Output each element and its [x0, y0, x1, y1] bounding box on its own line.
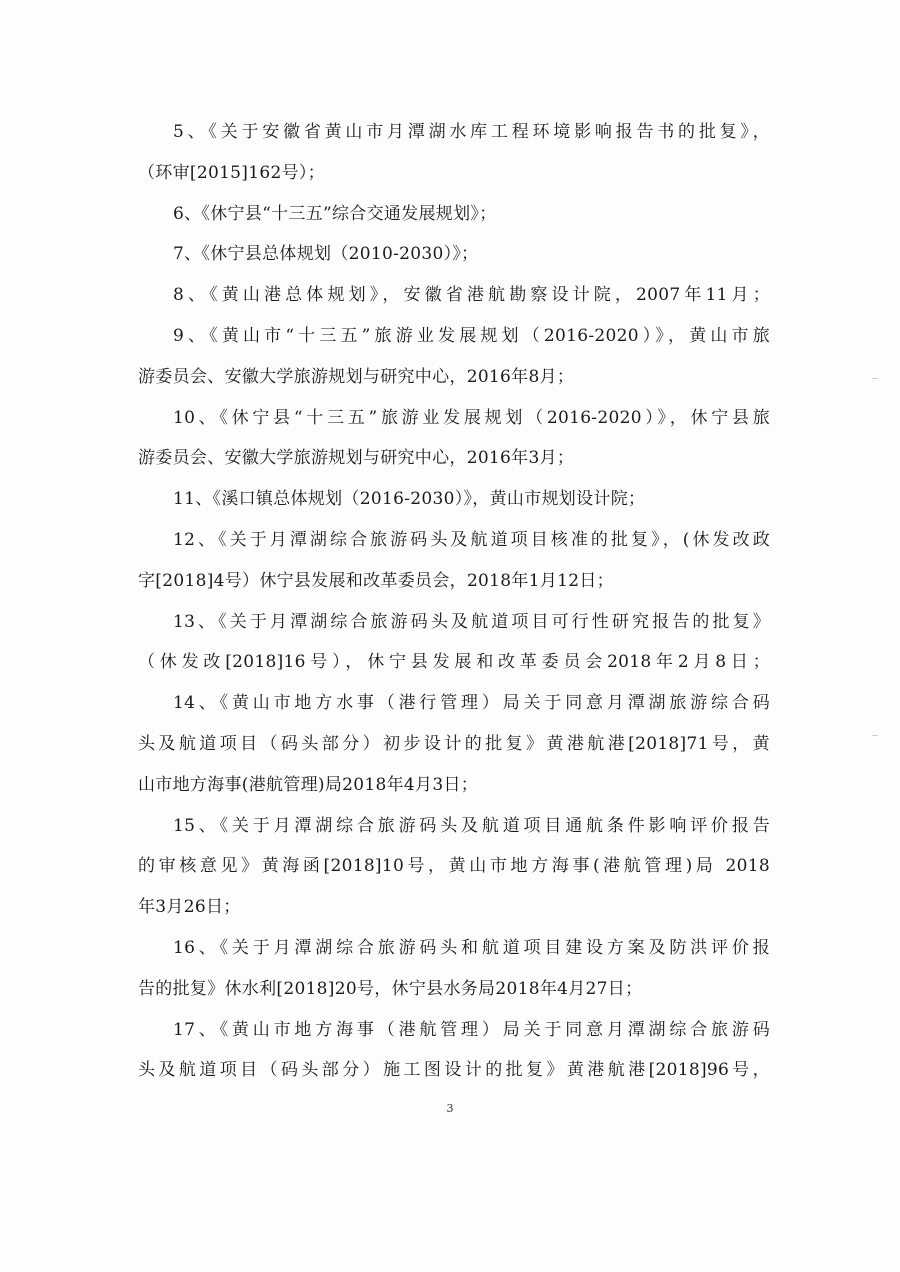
ref-14-line-3: 山市地方海事(港航管理)局2018年4月3日； — [138, 774, 479, 795]
ref-5-line-1: 5、《关于安徽省黄山市月潭湖水库工程环境影响报告书的批复》， — [173, 122, 770, 142]
ref-6-line-1: 6、《休宁县“十三五”综合交通发展规划》； — [173, 203, 497, 224]
ref-17-line-1: 17、《黄山市地方海事（港航管理）局关于同意月潭湖综合旅游码 — [173, 1019, 770, 1040]
ref-11-line-1: 11、《溪口镇总体规划（2016-2030）》，黄山市规划设计院； — [173, 489, 646, 510]
ref-13-line-1: 13、《关于月潭湖综合旅游码头及航道项目可行性研究报告的批复》 — [173, 611, 770, 632]
ref-5-line-2: （环审[2015]162号）； — [138, 162, 325, 183]
ref-10-line-1: 10、《休宁县“十三五”旅游业发展规划（2016-2020）》，休宁县旅 — [173, 407, 770, 428]
reference-list — [138, 112, 770, 1091]
ref-14-line-1: 14、《黄山市地方水事（港行管理）局关于同意月潭湖旅游综合码 — [173, 693, 770, 714]
ref-12-line-1: 12、《关于月潭湖综合旅游码头及航道项目核准的批复》，(休发改政 — [173, 529, 770, 550]
page-number: 3 — [446, 1102, 454, 1115]
ref-8-line-1: 8、《黄山港总体规划》，安徽省港航勘察设计院，2007年11月； — [173, 285, 770, 306]
ref-14-line-2: 头及航道项目（码头部分）初步设计的批复》黄港航港[2018]71号，黄 — [138, 733, 770, 754]
ref-13-line-2: （休发改[2018]16号），休宁县发展和改革委员会2018年2月8日； — [138, 652, 770, 673]
ref-12-line-2: 字[2018]4号）休宁县发展和改革委员会，2018年1月12日； — [138, 570, 614, 591]
ref-15-line-1: 15、《关于月潭湖综合旅游码头及航道项目通航条件影响评价报告 — [173, 815, 770, 836]
scan-artifact — [872, 735, 878, 736]
ref-15-line-3: 年3月26日； — [138, 897, 241, 918]
scan-artifact — [872, 378, 878, 379]
ref-10-line-2: 游委员会、安徽大学旅游规划与研究中心，2016年3月； — [138, 448, 575, 469]
ref-9-line-1: 9、《黄山市“十三五”旅游业发展规划（2016-2020）》，黄山市旅 — [173, 325, 770, 346]
ref-17-line-2: 头及航道项目（码头部分）施工图设计的批复》黄港航港[2018]96号， — [138, 1060, 770, 1081]
ref-16-line-2: 告的批复》休水利[2018]20号，休宁县水务局2018年4月27日； — [138, 978, 643, 999]
ref-15-line-2: 的审核意见》黄海函[2018]10号，黄山市地方海事(港航管理)局 2018 — [138, 856, 770, 877]
ref-9-line-2: 游委员会、安徽大学旅游规划与研究中心，2016年8月； — [138, 366, 575, 387]
ref-16-line-1: 16、《关于月潭湖综合旅游码头和航道项目建设方案及防洪评价报 — [173, 937, 770, 958]
ref-7-line-1: 7、《休宁县总体规划（2010-2030）》； — [173, 244, 479, 265]
